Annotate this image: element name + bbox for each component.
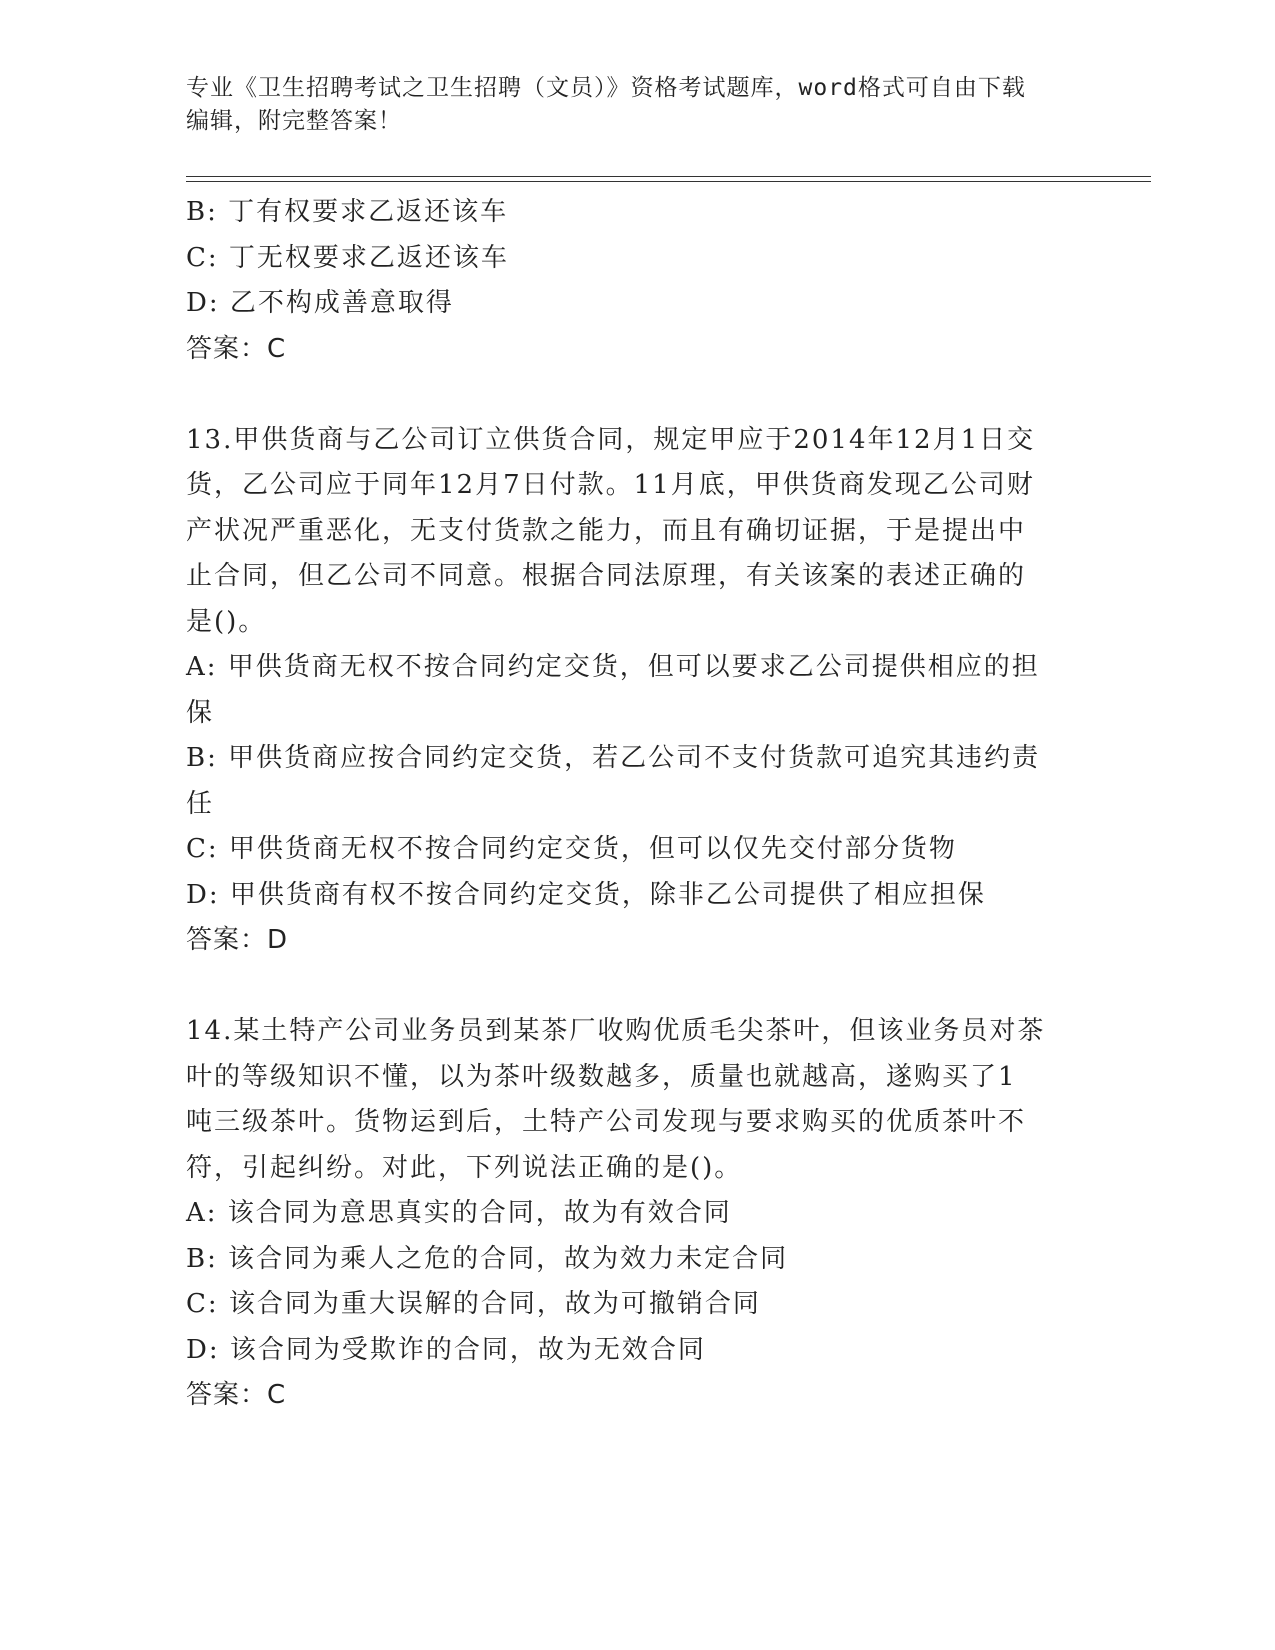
header-divider-top [186, 176, 1151, 177]
question-text-line: 货，乙公司应于同年12月7日付款。11月底，甲供货商发现乙公司财 [186, 470, 1035, 500]
option-line: B: 该合同为乘人之危的合同，故为效力未定合同 [186, 1243, 789, 1274]
spacer [186, 372, 1086, 418]
prev-question [186, 190, 1086, 372]
spacer [186, 964, 1086, 1010]
question-text-line: 吨三级茶叶。货物运到后，土特产公司发现与要求购买的优质茶叶不 [186, 1107, 1027, 1137]
option-line: A: 甲供货商无权不按合同约定交货，但可以要求乙公司提供相应的担 [186, 652, 1040, 682]
option-line: C: 该合同为重大误解的合同，故为可撤销合同 [186, 1289, 761, 1319]
option-line: B: 甲供货商应按合同约定交货，若乙公司不支付货款可追究其违约责 [186, 743, 1041, 773]
question-text-line: 符，引起纠纷。对此，下列说法正确的是()。 [186, 1152, 743, 1183]
question-text-line: 是()。 [186, 606, 267, 637]
option-line: A: 该合同为意思真实的合同，故为有效合同 [186, 1198, 732, 1228]
question-text-line: 13.甲供货商与乙公司订立供货合同，规定甲应于2014年12月1日交 [186, 424, 1036, 455]
option-line: 任 [186, 788, 215, 819]
question-text-line: 叶的等级知识不懂，以为茶叶级数越多，质量也就越高，遂购买了1 [186, 1061, 1017, 1092]
option-d: D: 乙不构成善意取得 [186, 288, 454, 318]
question-text-line: 14.某土特产公司业务员到某茶厂收购优质毛尖茶叶，但该业务员对茶 [186, 1016, 1046, 1046]
document-body [186, 190, 1086, 1419]
header-line-1: 专业《卫生招聘考试之卫生招聘（文员）》资格考试题库，word格式可自由下载 [186, 75, 1026, 101]
option-line: 保 [186, 697, 215, 728]
question-14 [186, 1009, 1086, 1419]
question-text-line: 产状况严重恶化，无支付货款之能力，而且有确切证据，于是提出中 [186, 515, 1027, 546]
header-line-2: 编辑，附完整答案！ [186, 108, 402, 134]
answer-label: 答案：C [186, 333, 287, 364]
option-b: B: 丁有权要求乙返还该车 [186, 197, 509, 227]
option-line: D: 甲供货商有权不按合同约定交货，除非乙公司提供了相应担保 [186, 879, 986, 910]
answer-label: 答案：C [186, 1380, 287, 1410]
option-line: D: 该合同为受欺诈的合同，故为无效合同 [186, 1334, 706, 1365]
document-header [186, 72, 1086, 138]
option-line: C: 甲供货商无权不按合同约定交货，但可以仅先交付部分货物 [186, 834, 957, 864]
option-c: C: 丁无权要求乙返还该车 [186, 242, 509, 273]
question-text-line: 止合同，但乙公司不同意。根据合同法原理，有关该案的表述正确的 [186, 561, 1027, 591]
header-divider-bottom [186, 181, 1151, 182]
question-13 [186, 418, 1086, 964]
answer-label: 答案：D [186, 925, 289, 955]
